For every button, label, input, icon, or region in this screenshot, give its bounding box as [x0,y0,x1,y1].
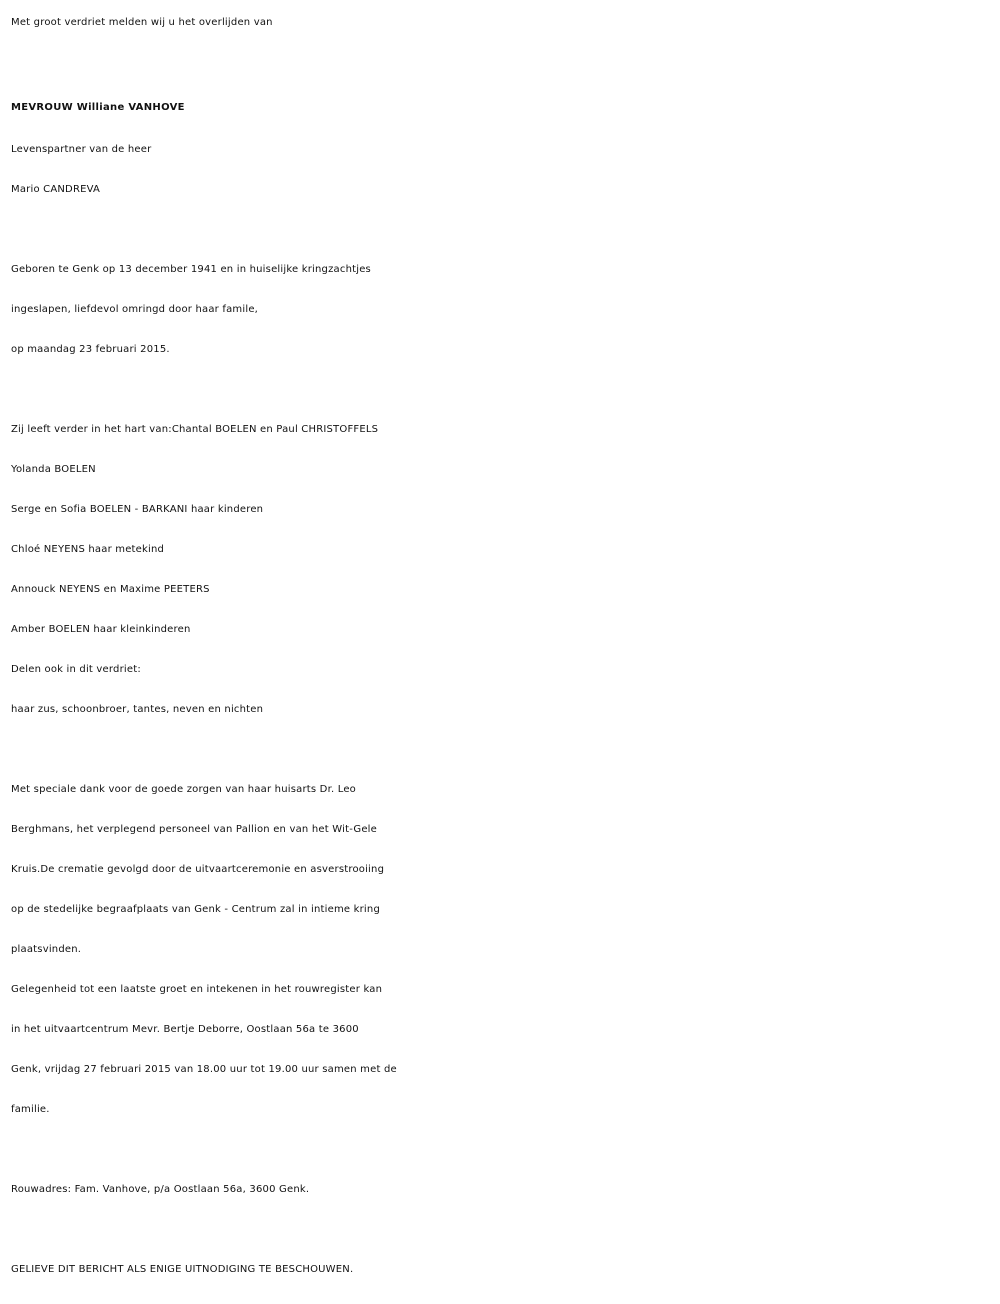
family-line: Chloé NEYENS haar metekind [11,544,165,555]
birth-line: ingeslapen, liefdevol omringd door haar famile, [11,304,259,315]
partner-section [11,130,991,210]
intro-line: Met groot verdriet melden wij u het overlijden van [11,17,273,28]
obituary-document [11,3,991,1290]
spacer [11,730,991,770]
family-line: Zij leeft verder in het hart van:Chantal BOELEN en Paul CHRISTOFFELS [11,424,379,435]
family-section [11,410,991,730]
partner-line: Levenspartner van de heer [11,144,152,155]
family-line: Serge en Sofia BOELEN - BARKANI haar kinderen [11,504,264,515]
thanks-line: Met speciale dank voor de goede zorgen van haar huisarts Dr. Leo [11,784,357,795]
thanks-line: Gelegenheid tot een laatste groet en intekenen in het rouwregister kan [11,984,383,995]
thanks-line: Kruis.De crematie gevolgd door de uitvaartceremonie en asverstrooiing [11,864,385,875]
deceased-name: MEVROUW Williane VANHOVE [11,102,185,113]
birth-line: op maandag 23 februari 2015. [11,344,170,355]
birth-line: Geboren te Genk op 13 december 1941 en in huiselijke kringzachtjes [11,264,371,275]
family-line: Annouck NEYENS en Maxime PEETERS [11,584,210,595]
spacer [11,370,991,410]
family-line: Delen ook in dit verdriet: [11,664,141,675]
thanks-line: familie. [11,1104,50,1115]
thanks-line: plaatsvinden. [11,944,82,955]
thanks-line: op de stedelijke begraafplaats van Genk - Centrum zal in intieme kring [11,904,380,915]
closing-notice: GELIEVE DIT BERICHT ALS ENIGE UITNODIGING TE BESCHOUWEN. [11,1264,354,1275]
spacer [11,43,991,86]
spacer [11,1130,991,1170]
family-line: Amber BOELEN haar kleinkinderen [11,624,191,635]
thanks-line: in het uitvaartcentrum Mevr. Bertje Deborre, Oostlaan 56a te 3600 [11,1024,359,1035]
partner-line: Mario CANDREVA [11,184,101,195]
thanks-line: Berghmans, het verplegend personeel van Pallion en van het Wit-Gele [11,824,377,835]
spacer [11,1210,991,1250]
thanks-line: Genk, vrijdag 27 februari 2015 van 18.00 uur tot 19.00 uur samen met de [11,1064,397,1075]
birth-section [11,250,991,370]
family-line: Yolanda BOELEN [11,464,96,475]
thanks-section [11,770,991,1130]
spacer [11,210,991,250]
mourning-address: Rouwadres: Fam. Vanhove, p/a Oostlaan 56a, 3600 Genk. [11,1184,310,1195]
family-line: haar zus, schoonbroer, tantes, neven en nichten [11,704,264,715]
